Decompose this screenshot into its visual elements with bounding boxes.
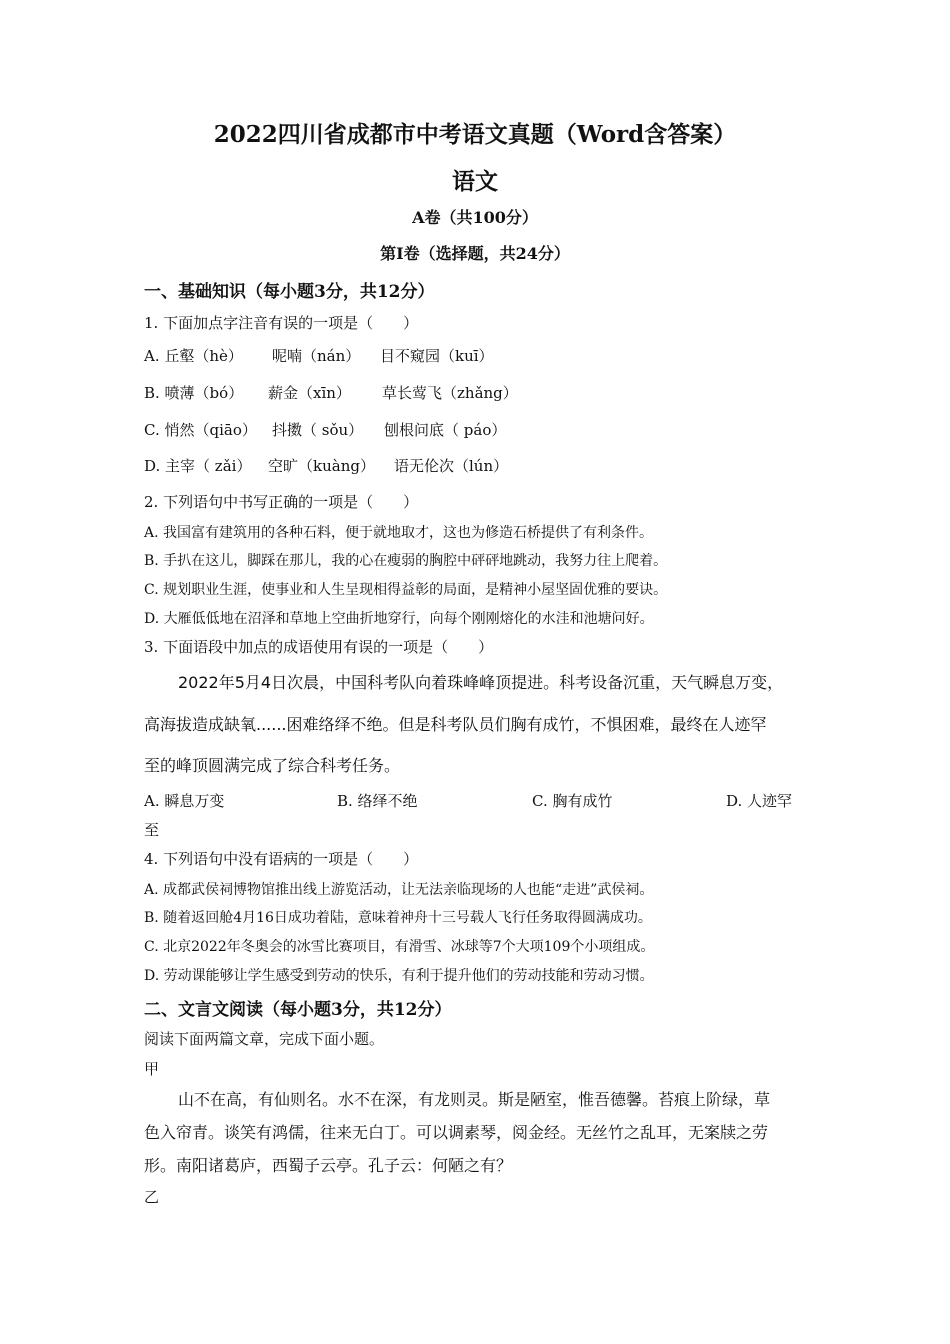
- q3-option-b: B. 络绎不绝: [337, 792, 418, 810]
- q3-passage-line-2: 高海拔造成缺氧......困难络绎不绝。但是科考队员们胸有成竹，不惧困难，最终在人迹罕: [144, 715, 767, 734]
- q1-b-1: B. 喷薄（bó）: [144, 384, 244, 402]
- section2-heading: 二、文言文阅读（每小题3分，共12分）: [144, 1000, 452, 1020]
- subject-title: 语文: [452, 168, 498, 195]
- q4-option-a: A. 成都武侯祠博物馆推出线上游览活动，让无法亲临现场的人也能“走进”武侯祠。: [144, 882, 654, 898]
- q1-stem: 1. 下面加点字注音有误的一项是（ ）: [144, 314, 419, 332]
- q2-option-c: C. 规划职业生涯，使事业和人生呈现相得益彰的局面，是精神小屋坚固优雅的要诀。: [144, 582, 668, 598]
- q4-stem: 4. 下列语句中没有语病的一项是（ ）: [144, 850, 419, 868]
- q1-option-d: [144, 455, 508, 476]
- q1-c-2: 抖擞（ sǒu）: [272, 421, 364, 439]
- q1-d-1: D. 主宰（ zǎi）: [144, 457, 252, 475]
- q1-d-3: 语无伦次（lún）: [394, 457, 509, 475]
- q2-option-a: A. 我国富有建筑用的各种石料，便于就地取才，这也为修造石桥提供了有利条件。: [144, 525, 654, 541]
- q1-b-3: 草长莺飞（zhǎng）: [382, 384, 518, 402]
- passage-jia-line-1: 山不在高，有仙则名。水不在深，有龙则灵。斯是陋室，惟吾德馨。苔痕上阶绿，草: [178, 1090, 771, 1109]
- q1-option-c: [144, 419, 506, 440]
- q3-option-d: D. 人迹罕: [726, 792, 793, 810]
- q3-option-d-wrap: 至: [144, 821, 160, 839]
- passage-jia-line-2: 色入帘青。谈笑有鸿儒，往来无白丁。可以调素琴，阅金经。无丝竹之乱耳，无案牍之劳: [144, 1123, 769, 1142]
- q4-option-b: B. 随着返回舱4月16日成功着陆，意味着神舟十三号载人飞行任务取得圆满成功。: [144, 910, 652, 926]
- q1-a-1: A. 丘壑（hè）: [144, 347, 243, 365]
- q2-option-b: B. 手扒在这儿，脚踩在那儿，我的心在瘦弱的胸腔中砰砰地跳动，我努力往上爬着。: [144, 553, 668, 569]
- q3-option-a: A. 瞬息万变: [144, 792, 225, 810]
- q1-option-b: [144, 382, 518, 403]
- section2-intro: 阅读下面两篇文章，完成下面小题。: [144, 1030, 385, 1048]
- q3-stem: 3. 下面语段中加点的成语使用有误的一项是（ ）: [144, 638, 494, 656]
- q4-option-c: C. 北京2022年冬奥会的冰雪比赛项目，有滑雪、冰球等7个大项109个小项组成。: [144, 939, 655, 955]
- q3-options: [144, 790, 814, 810]
- q3-passage-line-1: 2022年5月4日次晨，中国科考队向着珠峰峰顶提进。科考设备沉重，天气瞬息万变，: [178, 673, 784, 692]
- passage-yi-label: 乙: [144, 1188, 160, 1206]
- passage-jia-label: 甲: [144, 1060, 160, 1078]
- q3-option-c: C. 胸有成竹: [532, 792, 613, 810]
- page-title: 2022四川省成都市中考语文真题（Word含答案）: [213, 121, 737, 148]
- q4-option-d: D. 劳动课能够让学生感受到劳动的快乐，有利于提升他们的劳动技能和劳动习惯。: [144, 968, 654, 984]
- q1-b-2: 薪金（xīn）: [268, 384, 351, 402]
- volume-heading: A卷（共100分）: [412, 208, 538, 227]
- part-heading: 第Ⅰ卷（选择题，共24分）: [380, 244, 570, 263]
- section1-heading: 一、基础知识（每小题3分，共12分）: [144, 282, 435, 302]
- q2-option-d: D. 大雁低低地在沼泽和草地上空曲折地穿行，向每个刚刚熔化的水洼和池塘问好。: [144, 611, 654, 627]
- q3-passage-line-3: 至的峰顶圆满完成了综合科考任务。: [144, 756, 401, 775]
- q2-stem: 2. 下列语句中书写正确的一项是（ ）: [144, 493, 419, 511]
- q1-a-2: 呢喃（nán）: [272, 347, 361, 365]
- q1-d-2: 空旷（kuàng）: [268, 457, 375, 475]
- q1-a-3: 目不窥园（kuī）: [380, 347, 494, 365]
- passage-jia-line-3: 形。南阳诸葛庐，西蜀子云亭。孔子云：何陋之有？: [144, 1156, 513, 1175]
- q1-option-a: [144, 345, 494, 366]
- q1-c-3: 刨根问底（ páo）: [384, 421, 507, 439]
- q1-c-1: C. 悄然（qiāo）: [144, 421, 257, 439]
